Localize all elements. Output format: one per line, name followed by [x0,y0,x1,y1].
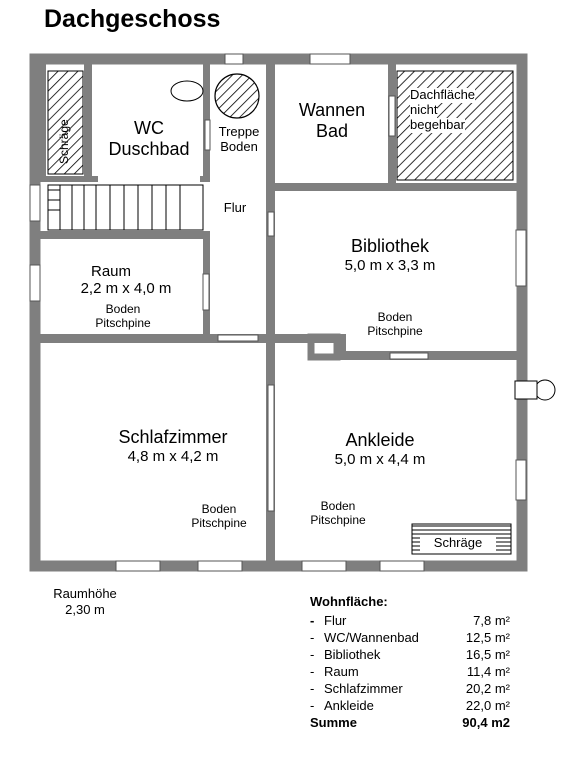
bottom-slope-label: Schräge [420,536,496,551]
dressing-room-name: Ankleide [345,430,415,450]
roof-line2: nicht [410,101,438,117]
dressing-room-label [290,430,470,468]
bathtub-line2: Bad [315,120,349,141]
row-name: Flur [324,613,347,628]
living-area-table [310,594,510,731]
bedroom-size: 4,8 m x 4,2 m [127,447,219,465]
row-dash: - [310,630,315,645]
sum-label: Summe [310,715,357,730]
living-area-sum-row [310,714,510,731]
room-label [56,263,196,298]
room-floor-line2: Pitschpine [95,315,151,330]
hall-label: Flur [223,200,247,215]
row-name: WC/Wannenbad [324,630,419,645]
living-area-row [310,646,510,663]
living-area-row [310,612,510,629]
roof-area-label [410,88,510,133]
row-dash: - [310,664,315,679]
room-height-label: Raumhöhe [53,586,117,601]
plan-title: Dachgeschoss [44,5,221,33]
sum-value: 90,4 m2 [462,715,510,730]
row-name: Ankleide [324,698,374,713]
washbasin [171,81,203,101]
living-area-title: Wohnfläche: [310,594,388,609]
row-name: Raum [324,664,359,679]
row-value: 11,4 m² [466,664,510,679]
dressing-floor-line1: Boden [320,499,356,513]
bedroom-label [88,427,258,465]
wc-type: Duschbad [108,138,190,159]
library-floor [350,311,440,339]
roof-line3: begehbar [410,116,465,132]
row-value: 12,5 m² [465,630,510,645]
exterior-lamp [535,380,555,400]
bedroom-floor-line2: Pitschpine [191,515,247,530]
row-value: 20,2 m² [465,681,510,696]
room-height-value: 2,30 m [65,602,105,618]
bedroom-floor-line1: Boden [201,502,237,516]
dressing-room-size: 5,0 m x 4,4 m [334,450,426,468]
dressing-floor-line2: Pitschpine [310,512,366,527]
attic-hatch-circle [215,74,259,118]
row-name: Bibliothek [324,647,381,662]
stair-attic-line2: Boden [220,138,258,154]
bedroom-name: Schlafzimmer [118,427,228,447]
row-dash: - [310,647,315,662]
room-floor [78,303,168,331]
library-floor-line2: Pitschpine [367,323,423,338]
dressing-room-floor [293,500,383,528]
room-size: 2,2 m x 4,0 m [80,280,172,298]
library-floor-line1: Boden [377,310,413,324]
library-label [290,236,490,274]
stair-attic-line1: Treppe [218,124,260,139]
library-name: Bibliothek [350,236,430,256]
room-height-note [30,586,140,619]
living-area-row [310,629,510,646]
row-dash: - [310,698,315,713]
row-name: Schlafzimmer [324,681,403,696]
bathtub-line1: Wannen [298,100,366,120]
room-floor-line1: Boden [105,302,141,316]
roof-line1: Dachfläche [410,87,476,102]
staircase [48,185,203,230]
bedroom-floor [174,503,264,531]
wc-label [98,118,200,159]
row-dash: - [310,613,315,628]
living-area-row [310,663,510,680]
left-slope-label: Schräge [57,119,71,164]
stair-attic-label [210,125,268,155]
living-area-row [310,680,510,697]
room-name: Raum [90,263,131,280]
row-value: 22,0 m² [465,698,510,713]
library-size: 5,0 m x 3,3 m [344,256,436,274]
row-dash: - [310,681,315,696]
row-value: 7,8 m² [473,613,510,628]
living-area-row [310,697,510,714]
bathtub-room-label [276,100,388,141]
wc-name: WC [134,118,164,138]
row-value: 16,5 m² [465,647,510,662]
